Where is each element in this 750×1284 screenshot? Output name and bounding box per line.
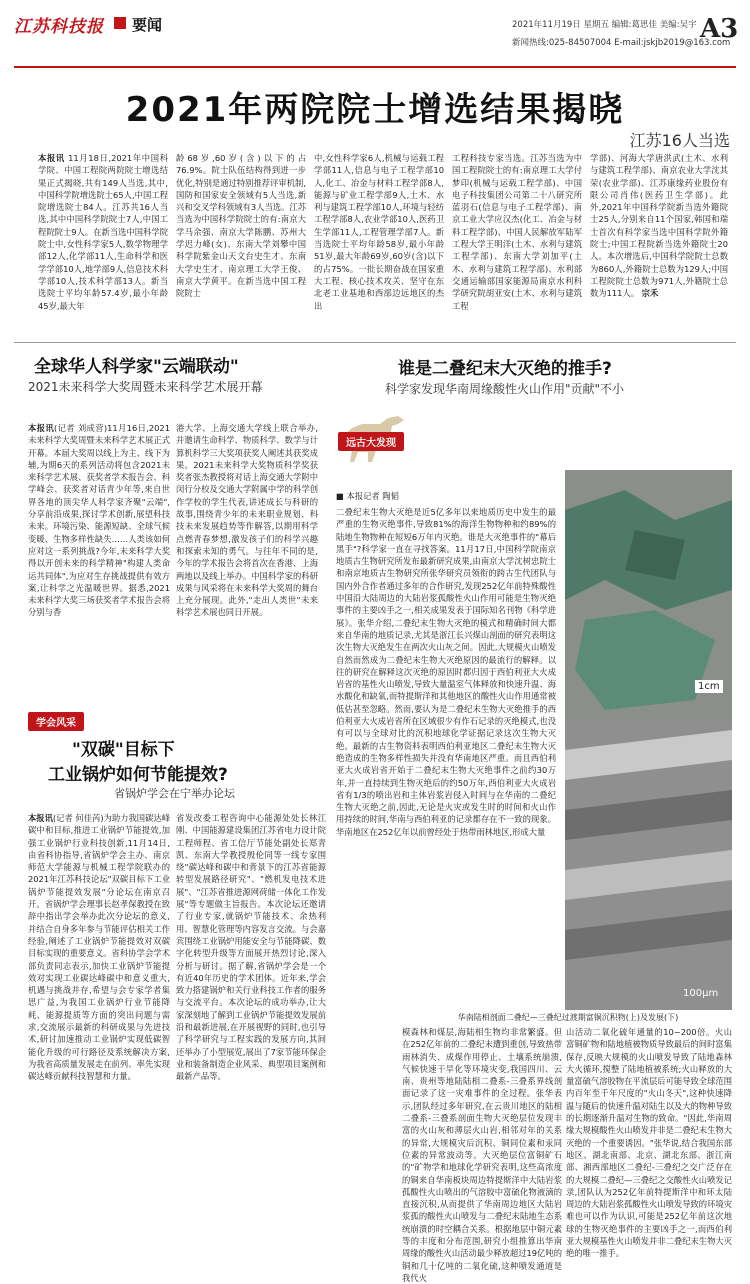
lead-col-1: [38, 152, 168, 312]
section-title: 要闻: [132, 16, 163, 34]
lead-col-3: 中,女性科学家6人,机械与运载工程学部11人,信息与电子工程学部10人,化工、冶金与材料工程学部8人,能源与矿业工程学部9人,土木、水利与建筑工程学部10人,环境与轻纺工程学部8人,农业学部10人,医药卫生学部11人,工程管理学部7人。新当选院士平均年龄58岁,最小年龄51岁,最大年龄69岁,60岁(含)以下的占75%。一批长期奋战在国家重大工程、核心技术攻关、坚守在东北老工业基地和西部边远地区的杰出: [314, 153, 444, 311]
lead-col-1-text: 11月18日,2021年中国科学院、中国工程院两院院士增选结果正式揭晓,共有149人当选,其中,中国科学院增选院士65人,中国工程院增选院士84人。江苏共16人当选,其中中国科学院院士7人,中国工程院院士9人。在新当选中国科学院院士中,女性科学家5人,数学物理学部12人,化学部11人,生命科学和医学学部10人,地学部9人,信息技术科学部10人,技术科学部13人。新当选院士平均年龄57.4岁,最小年龄45岁,最大年: [38, 153, 168, 311]
masthead: [14, 12, 739, 68]
art3-reporter: ■ 本报记者 陶韬: [336, 491, 399, 501]
fossil-photo-top: [565, 470, 732, 720]
art4-headline-line1: "双碳"目标下: [72, 740, 175, 760]
art3-col-3: 山活动二氧化硫年通量的10~200倍。火山富铜矿物和陆地植被物质导致最后的间时富集保存,反映大规模的火山喷发导致了陆地森林大火循环,搅整了陆地植被系统;火山释放的大量富硫气溶胶物在平流层后可能导致全球范围内百年至千年尺度的"火山冬天",这种快速降温与随后的快速升温对陆生以及大的物种导致的长期逐渐升温对生物的致命。"因此,华南周缘大规模酸性火山喷发并非是二叠纪末生物大灭绝的一个重要诱因。"张华说,结合我国东部地区、湖北南部、北京、湖北东部、浙江南部、湘西部地区二叠纪-三叠纪之交广泛存在的大规模二叠纪—三叠纪之交酸性火山喷发记录,团队认为252亿年前特提斯洋中和环太陆周边的大陆岩浆孤酸性火山喷发导致的环境灾难也可以作为认识,可能是252亿年前这次地球的生物灭绝事件的主要凶手之一,而西伯利亚大规模基性火山喷发并非二叠纪末生物大灭绝的唯一推手。: [566, 1027, 732, 1259]
art4-headline-line2: 工业锅炉如何节能提效?: [48, 765, 228, 785]
art2-col-1-text: (记者 刘成营)11月16日,2021未来科学大奖周暨未来科学艺术展正式开幕。本届大奖周以线上为主、线下为辅,为期6天的系列活动将包含2021未来科学艺术展、获奖者学术报告会、科学峰会、获奖者对话青少年等,来自世界各地的顶尖华人科学家齐聚"云端",分享前沿成果,探讨学术创新,展望科技未来。环境污染、能源短缺、全球气候变暖、生物多样性缺失……人类该如何应对这一系列挑战?今年,未来科学大奖得以开创未来的科学精神"构建人类命运共同体",为应对生存挑战提供有效方案,让科学之光温暖世界。据悉,2021未来科学大奖三场获奖者学术报告会将分别与香: [28, 423, 170, 618]
scale-label-top: 1cm: [695, 680, 723, 693]
art3-col-2: 模森林和煤层,海陆相生物均非常繁盛。但在252亿年前的二叠纪末遭到重创,导致热带雨林消失、成煤作用停止、土壤系统崩溃,气候快速干旱化等环境灾变,我国四川、云南、贵州等地陆陆相二叠系-三叠系界线剖面记录了这一灾难事件的全过程。张华表示,团队经过多年研究,在云贵川地区的陆相二叠系-三叠系剖面生物大灭绝层位发现丰富的火山灰和薄层火山岩,相邻对年的关系的异常,大规模灾后沉积、铜同位素和汞同位素的异常波动等。大灭绝层位富铜矿石的"矿物学和地球化学研究表明,这些高浓度的铜来自华南板块周边特提斯洋中大陆岩浆孤酸性火山喷出的气溶胶中富硫化物液滴的直接沉积,从而提供了华南周边地区大陆岩浆孤的酸性火山喷发与二叠纪末陆地生态系统崩溃的时空耦合关系。根据地层中铜元素等的丰度和分布范围,研究小组推算出华南周缘的酸性火山活动最少释放超过19亿吨的铜和几十亿吨的二氧化硫,这种喷发通道是我代火: [402, 1027, 562, 1283]
lead-headline: 2021年两院院士增选结果揭晓: [125, 90, 625, 130]
byline: 本报讯: [28, 423, 54, 433]
discovery-badge-label: 远古大发现: [338, 432, 404, 451]
lead-col-5-text: 学部)、河海大学唐洪武(土木、水利与建筑工程学部)、南京农业大学沈其荣(农业学部)、江苏康缘药业股份有限公司肖伟(医药卫生学部)。此外,2021年中国科学院新当选外籍院士25人,分别来自11个国家,韩国和瑞士首次有科学家当选中国科学院外籍院士;中国工程院新当选外籍院士20人。本次增选后,中国科学院院士总数为860人,外籍院士总数为129人;中国工程院院士总数为971人,外籍院士总数为111人。: [590, 153, 728, 299]
art2-headline: 全球华人科学家"云端联动": [34, 357, 239, 377]
section-tag: 学会风采: [28, 712, 84, 731]
byline: 本报讯: [38, 153, 65, 163]
divider: [14, 342, 736, 343]
contact-line: 新闻热线:025-84507004 E-mail:jskjb2019@163.com: [512, 38, 731, 48]
newspaper-logo: 江苏科技报: [14, 17, 104, 37]
lead-subheadline: 江苏16人当选: [629, 131, 730, 150]
art4-col-1-text: (记者 何佳芮)为助力我国碳达峰碳中和目标,推进工业锅炉节能提效,加强工业锅炉行业科技创新,11月14日,由省科协指导,省锅炉学会主办、南京师范大学能源与机械工程学院联办的2021年江苏科技论坛"双碳目标下工业锅炉节能提效发展"分论坛在南京召开。省锅炉学会理事长赵孝保教授在致辞中指出学会举办此次分论坛的意义,并结合自身多年参与节能评估相关工作经验,阐述了工业锅炉节能提效对双碳目标实现的重要意义。省科协学会学术部负责同志表示,加快工业锅炉节能提效对实现工业碳达峰碳中和意义重大,机遇与挑战并存,希望与会专家学者集思广益,为我国工业锅炉行业节能降耗、能源提质等方面的突出问题与需求,交流展示最新的科研成果与先进技术,研讨加速推动工业锅炉实现低碳智能化升级的可行路径及系统解决方案,为我省高质量发展走在前列、率先实现碳达峰贡献科技智慧和力量。: [28, 813, 170, 1082]
fossil-photo-bottom: [565, 720, 732, 1010]
art2-col-2: 港大学、上海交通大学线上联合举办,并邀请生命科学、物质科学、数学与计算机科学三大奖项获奖人阐述其获奖成果。2021未来科学大奖物质科学奖获奖者张杰教授将对话上海交通大学附中闵行分校及交通大学附属中学的科学创作学校的学生代表,讲述成长与科研的故事,围绕青少年的未来职业规划、科技未来发展趋势等作解答,以期用科学点燃青春梦想,激发孩子们的科学兴趣和探索未知的勇气。与往年不同的是,今年的学术报告会将首次在香港、上海两地以及线上举办。中国科学家的科研成果与风采将在未来科学大奖周的舞台上充分展现。此外,"走出人类世"未来科学艺术展也同日开展。: [176, 423, 318, 618]
art2-subheadline: 2021未来科学大奖周暨未来科学艺术展开幕: [28, 380, 263, 394]
art4-col-2: 省发改委工程咨询中心能源处处长林江刚、中国能源建设集团江苏省电力设计院工程师程、省工信厅节能处副处长郑青凯、东南大学教授殷伦同等一线专家围绕"碳达峰和碳中和背景下的江苏省能源转型发展路径研究"、"燃机发电技术进展"、"江苏省推进源网荷储一体化工作发展"等专题做主旨报告。本次论坛还邀请了行业专家,就锅炉节能技术、余热利用、智慧化管理等内容发言交流。与会嘉宾围绕工业锅炉用能安全与节能降碳、数字化转型升级等方面展开热烈讨论,深入分析与研讨。据了解,省锅炉学会是一个有近40年历史的学术团体。近年来,学会致力搭建锅炉和关行业科技工作者的服务与交流平台。本次论坛的成功举办,让大家深刻地了解到工业锅炉节能提效发展前沿和最新进展,在开展视野的同时,也引导了科学研究与工程实践的发展方向,其间还举办了小型展览,展出了7家节能环保企业和装备制造企业风采、典型项目案例和最新产品等。: [176, 813, 326, 1082]
dinosaur-badge: [332, 410, 410, 468]
art4-col-1: [28, 812, 170, 1092]
art3-headline: 谁是二叠纪末大灭绝的推手?: [398, 359, 612, 379]
lead-col-2: 龄68岁,60岁(含)以下的占76.9%。院士队伍结构得到进一步优化,特别是通过特别推荐评审机制,国防和国家安全领域有5人当选,新兴和交叉学科领域有3人当选。江苏当选为中国科学院院士的有:南京大学马余强、南京大学陈鹏、苏州大学迟力峰(女)、东南大学刘攀中国科学院紫金山天文台史生才、东南大学史生才、南京理工大学王俊、南京大学黄平。在新当选中国工程院院士: [176, 153, 306, 299]
logo-mark-icon: [114, 17, 126, 29]
lead-col-5: [590, 152, 728, 300]
art3-subheadline: 科学家发现华南周缘酸性火山作用"贡献"不小: [385, 382, 625, 396]
page-number: A3: [700, 14, 739, 44]
lead-col-4: 工程科技专家当选。江苏当选为中国工程院院士的有:南京理工大学付梦印(机械与运载工程学部)、中国电子科技集团公司第二十八研究所蓝羽石(信息与电子工程学部)、南京工业大学应汉杰(化工、冶金与材料工程学部)、中国人民解放军陆军工程大学王明洋(土木、水利与建筑工程学部)、东南大学刘加平(土木、水利与建筑工程学部)、水利部交通运输部国家能源局南京水利科学研究院胡亚安(土木、水利与建筑工程: [452, 153, 582, 311]
byline: 本报讯: [28, 813, 53, 823]
art3-col-1: 二叠纪末生物大灭绝是近5亿多年以来地质历史中发生的最严重的生物灭绝事件,导致81%的海洋生物物种和约89%的陆地生物物种在短短6万年内灭绝。谁是大灭绝事件的"幕后黑手"?科学家一直在寻找答案。11月17日,中国科学院南京地质古生物研究所发布最新研究成果,由南京大学沈树忠院士和南京地质古生物研究所张华研究员领衔的跨古生代团队与国内外合作者通过多年的合作研究,发现252亿年前特殊酸性中国沿大陆周边的大陆岩浆孤酸性火山作用可能是生物灭绝事件的主要凶手之一,相关成果发表于国际知名刊物《科学进展》。张华介绍,二叠纪末生物大灭绝的模式和精确时间大都来自华南的地质记录,尤其是浙江长兴煤山剖面的研究表明这次生物大灭绝发生在两次火山灰之间。因此,大规模火山喷发自然而然成为二叠纪末生物大灭绝原因的最流行的解释。以往的研究在解释这次灭绝的原因时都归因于西伯利亚大火成岩省的基性火山喷发,导致大量温室气体释放和快速升温、海水酸化和缺氧,而特提斯洋和其他地区的酸性火山作用通常被低估甚至忽略。然而,要认为是二叠纪末生物大灭绝推手的西伯利亚大火成岩省所在区域很少有作石记录的灭绝模式,也没有可以与全球对比的沉积地球化学证据记录这次生物大灭绝。最新的古生物资料表明西伯利亚地区二叠纪末生物大灭绝造成的生物多样性损失并没有华南地区严重。而且西伯利亚大火成岩省开始于二叠纪末生物大灭绝事件之前约30万年,并一直持续到生物灭绝后的约50万年,西伯利亚大火成岩省有1/3的喷出岩和主体岩浆岩侵入时间与在华南的二叠纪生物大灭绝之前,因此,无论是火灾或发生时的时间和火山作用持续的时间,华南与西伯利亚的记录都存在不一致的现象。华南地区在252亿年以前曾经处于热带雨林地区,形成大量: [336, 507, 556, 837]
microscope-image: [565, 720, 732, 1010]
scale-label-bottom: 100μm: [683, 988, 719, 999]
art3-reporter-text: 本报记者 陶韬: [346, 491, 399, 501]
art4-subheadline: 省锅炉学会在宁举办论坛: [114, 787, 235, 800]
dateline: 2021年11月19日 星期五 编辑:葛思佳 美编:吴宇: [512, 20, 697, 30]
photo-caption: 华南陆相剖面二叠纪—三叠纪过渡期富铜沉积物(上)及发展(下): [457, 1013, 679, 1022]
lead-author: 宗禾: [641, 288, 659, 299]
art2-col-1: [28, 422, 170, 619]
